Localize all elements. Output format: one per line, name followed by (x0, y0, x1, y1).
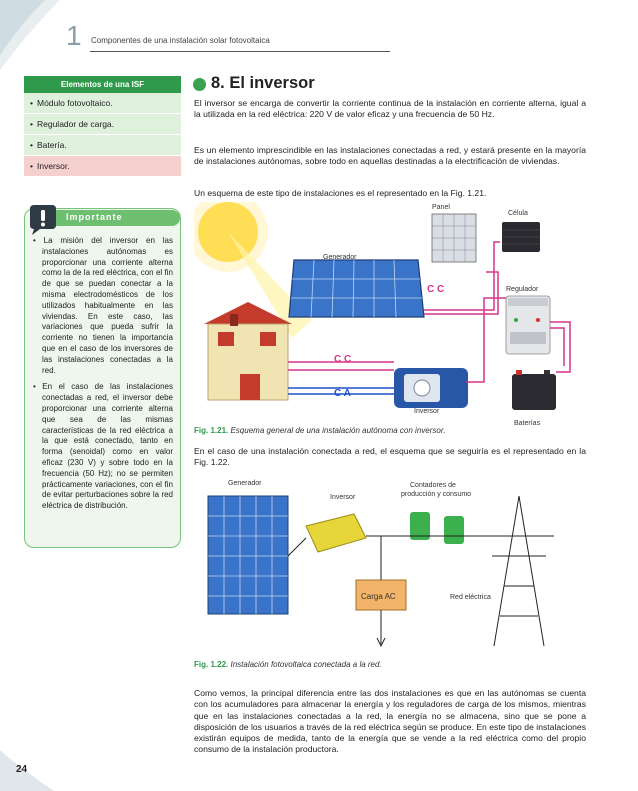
figure-2-caption-text: Instalación fotovoltaica conectada a la red. (230, 660, 382, 669)
house-icon (204, 302, 292, 400)
pylon-icon (484, 496, 554, 646)
label-panel: Panel (432, 204, 450, 211)
section-title: 8. El inversor (211, 74, 315, 92)
important-item: • La misión del inversor en las instalaciones autónomas es proporcionar una corriente alterna como la de la red eléctrica, con el fin de que se puedan conectar a la misma electrodomésticos de los utilizados habitualmente en las viviendas. En este caso, las variaciones que pueda sufrir la corriente no tienen la importancia que en el caso de los inversores de las instalaciones conectadas a la red. (33, 236, 173, 376)
label-cell: Célula (508, 210, 528, 217)
cell-icon (502, 222, 540, 252)
label-meters: Contadores de (410, 482, 456, 489)
label-regulator: Regulador (506, 286, 539, 293)
meter-icons (410, 512, 464, 544)
header-rule (90, 51, 390, 52)
solar-generator (289, 260, 424, 317)
figure-1-caption (194, 426, 445, 435)
paragraph-1: El inversor se encarga de convertir la corriente continua de la instalación en corriente alterna, igual a la utilizada en la red eléctrica: 220 V de valor eficaz y una frecuencia de 50 Hz. (194, 98, 586, 120)
grid-generator-panel (208, 496, 288, 614)
label-generator: Generador (323, 254, 357, 261)
element-item: • Módulo fotovoltaico. (24, 93, 181, 114)
label-grid: Red eléctrica (450, 594, 491, 601)
important-text (33, 236, 173, 518)
header-arc-decoration (0, 0, 75, 70)
elements-box (24, 76, 181, 177)
label-inverter: Inversor (414, 408, 440, 415)
figure-1-caption-text: Esquema general de una instalación autónoma con inversor. (230, 426, 446, 435)
important-item: • En el caso de las instalaciones conectadas a red, el inversor debe proporcionar una corriente alterna que sea de las mismas características de la red eléctrica a la que está conectado, tanto en forma (senoidal) como en valor eficaz (230 V) y sobre todo en la frecuencia (50 Hz); no se permiten prácticamente variaciones, con el fin de evitar perturbaciones sobre la red eléctrica de distribución. (33, 382, 173, 512)
grid-inverter-icon (306, 514, 366, 552)
label-cc-1: C C (427, 284, 445, 295)
battery-icon (512, 370, 556, 410)
chapter-title: Componentes de una instalación solar fotovoltaica (91, 36, 270, 45)
label-load: Carga AC (361, 592, 396, 601)
exclamation-icon (26, 203, 60, 237)
element-item-highlight: • Inversor. (24, 156, 181, 177)
paragraph-3: Un esquema de este tipo de instalaciones es el representado en la Fig. 1.21. (194, 188, 487, 198)
section-bullet-icon (193, 78, 206, 91)
label-ca: C A (334, 388, 351, 399)
chapter-number: 1 (66, 20, 82, 51)
element-item: • Regulador de carga. (24, 114, 181, 135)
elements-title: Elementos de una ISF (24, 76, 181, 93)
element-item: • Batería. (24, 135, 181, 156)
label-cc-2: C C (334, 354, 352, 365)
page-number: 24 (16, 764, 28, 775)
figure-autonomous-diagram (194, 202, 587, 426)
label-grid-generator: Generador (228, 480, 262, 487)
figure-grid-diagram (194, 476, 594, 656)
inverter-icon (394, 368, 468, 408)
paragraph-5: Como vemos, la principal diferencia entre las dos instalaciones es que en las autónomas se cuenta con los acumuladores para almacenar la energía y los reguladores de carga de los mismos, mientras que en las instalaciones conectadas a la red, la energía no se almacena, sino que se pone a disposición de los usuarios a través de la red eléctrica según se produce. En este tipo de instalaciones existirán equipos de medida, tanto de la energía que se vende a la red eléctrica como del propio consumo de la instalación productora. (194, 688, 586, 755)
paragraph-4: En el caso de una instalación conectada a red, el esquema que se seguiría es el representado en la Fig. 1.22. (194, 446, 586, 468)
label-meters-2: producción y consumo (401, 491, 472, 498)
panel-icon (432, 214, 476, 262)
label-grid-inverter: Inversor (330, 494, 356, 501)
figure-1-number: Fig. 1.21. (194, 426, 229, 435)
figure-2-caption (194, 660, 382, 669)
regulator-icon (506, 296, 550, 354)
important-title: Importante (66, 212, 123, 222)
label-batteries: Baterías (514, 420, 541, 427)
figure-2-number: Fig. 1.22. (194, 660, 229, 669)
paragraph-2: Es un elemento imprescindible en las instalaciones conectadas a red, y estará presente en la mayoría de instalaciones autónomas, sobre todo en aquellas destinadas a la electrificación de viviendas. (194, 145, 586, 167)
